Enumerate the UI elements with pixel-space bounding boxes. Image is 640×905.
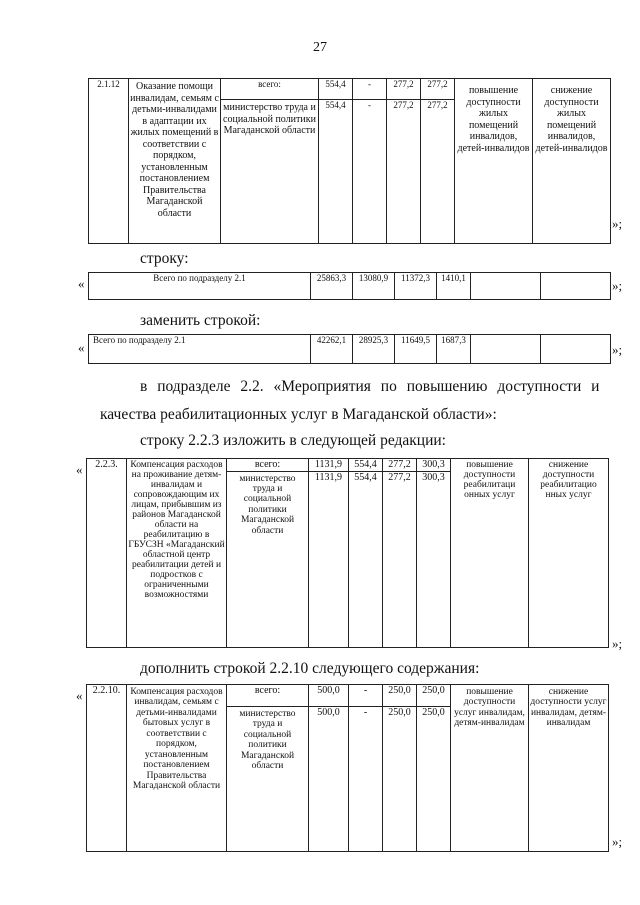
closing-quote: »;	[612, 636, 623, 651]
total-value-2: -	[349, 685, 383, 707]
measure-name: Оказание помощи инвалидам, семьям с детьми-инвалидами в адаптации их жилых помещений в соответствии с порядком, установленным постановлением Правительства Магаданской области	[129, 79, 221, 244]
total-row-value-2: 13080,9	[353, 273, 395, 300]
total-value-3: 277,2	[383, 459, 417, 472]
total-row-label: Всего по подразделу 2.1	[89, 273, 311, 300]
executor-value-3: 277,2	[387, 100, 421, 244]
executor-value-4: 300,3	[417, 471, 451, 648]
row-code: 2.2.10.	[87, 685, 127, 852]
effect-text: снижение доступности реабилитацио нных услуг	[529, 459, 609, 648]
text-stroku: строку:	[140, 250, 189, 267]
paragraph-2: строку 2.2.3 изложить в следующей редакции:	[140, 432, 446, 449]
total-row-value-4: 1410,1	[437, 273, 471, 300]
table-row-2-2-10	[86, 684, 609, 852]
paragraph-line-2: качества реабилитационных услуг в Магаданской области»:	[100, 406, 497, 423]
total-value-2: 554,4	[349, 459, 383, 472]
effect-text: снижение доступности услуг инвалидам, детям-инвалидам	[529, 685, 609, 852]
text-replace: заменить строкой:	[140, 312, 261, 329]
closing-quote: »;	[612, 342, 623, 357]
table-row-total-old	[88, 272, 611, 300]
empty-cell	[541, 273, 611, 300]
total-value-2: -	[353, 79, 387, 100]
opening-quote: «	[78, 340, 85, 355]
total-row-value-2: 28925,3	[353, 335, 395, 364]
measure-name: Компенсация расходов на проживание детям-инвалидам и сопровождающим их лицам, прибывшим из районов Магаданской области на реабилитацию в ГБУСЗН «Магаданский областной центр реабилитации детей и подростков с ограниченными возможностями	[127, 459, 227, 648]
total-row-value-1: 42262,1	[311, 335, 353, 364]
table-row-2-2-3	[86, 458, 609, 648]
executor-value-1: 500,0	[309, 707, 349, 852]
indicator-text: повышение доступности услуг инвалидам, детям-инвалидам	[451, 685, 529, 852]
effect-text: снижение доступности жилых помещений инвалидов, детей-инвалидов	[533, 79, 611, 244]
measure-name: Компенсация расходов инвалидам, семьям с детьми-инвалидами бытовых услуг в соответствии с порядком, установленным постановлением Правительства Магаданской области	[127, 685, 227, 852]
total-row-value-4: 1687,3	[437, 335, 471, 364]
closing-quote: »;	[612, 834, 623, 849]
total-value-1: 500,0	[309, 685, 349, 707]
total-label: всего:	[227, 685, 309, 707]
indicator-text: повышение доступности реабилитаци онных услуг	[451, 459, 529, 648]
page-number: 27	[313, 40, 327, 55]
paragraph-line-1: в подразделе 2.2. «Мероприятия по повышению доступности и	[140, 378, 600, 395]
paragraph-3: дополнить строкой 2.2.10 следующего содержания:	[140, 660, 480, 677]
total-row-value-1: 25863,3	[311, 273, 353, 300]
executor-value-4: 250,0	[417, 707, 451, 852]
executor-value-1: 554,4	[319, 100, 353, 244]
empty-cell	[471, 273, 541, 300]
opening-quote: «	[76, 462, 83, 477]
opening-quote: «	[76, 688, 83, 703]
total-value-4: 277,2	[421, 79, 455, 100]
total-value-4: 300,3	[417, 459, 451, 472]
total-value-1: 1131,9	[309, 459, 349, 472]
executor-value-2: -	[353, 100, 387, 244]
executor-name: министерство труда и социальной политики Магаданской области	[221, 100, 319, 244]
total-label: всего:	[221, 79, 319, 100]
total-row-value-3: 11372,3	[395, 273, 437, 300]
closing-quote: »;	[612, 278, 623, 293]
total-value-3: 250,0	[383, 685, 417, 707]
row-code: 2.2.3.	[87, 459, 127, 648]
executor-value-2: -	[349, 707, 383, 852]
row-code: 2.1.12	[89, 79, 129, 244]
executor-value-1: 1131,9	[309, 471, 349, 648]
table-row-total-new	[88, 334, 611, 364]
executor-value-4: 277,2	[421, 100, 455, 244]
executor-value-3: 277,2	[383, 471, 417, 648]
total-row-label: Всего по подразделу 2.1	[89, 335, 311, 364]
closing-quote: »;	[612, 216, 623, 231]
empty-cell	[471, 335, 541, 364]
total-value-4: 250,0	[417, 685, 451, 707]
table-row-2-1-12	[88, 78, 611, 244]
executor-value-2: 554,4	[349, 471, 383, 648]
opening-quote: «	[78, 276, 85, 291]
indicator-text: повышение доступности жилых помещений инвалидов, детей-инвалидов	[455, 79, 533, 244]
total-row-value-3: 11649,5	[395, 335, 437, 364]
executor-value-3: 250,0	[383, 707, 417, 852]
total-value-3: 277,2	[387, 79, 421, 100]
executor-name: министерство труда и социальной политики Магаданской области	[227, 471, 309, 648]
empty-cell	[541, 335, 611, 364]
total-label: всего:	[227, 459, 309, 472]
executor-name: министерство труда и социальной политики Магаданской области	[227, 707, 309, 852]
total-value-1: 554,4	[319, 79, 353, 100]
